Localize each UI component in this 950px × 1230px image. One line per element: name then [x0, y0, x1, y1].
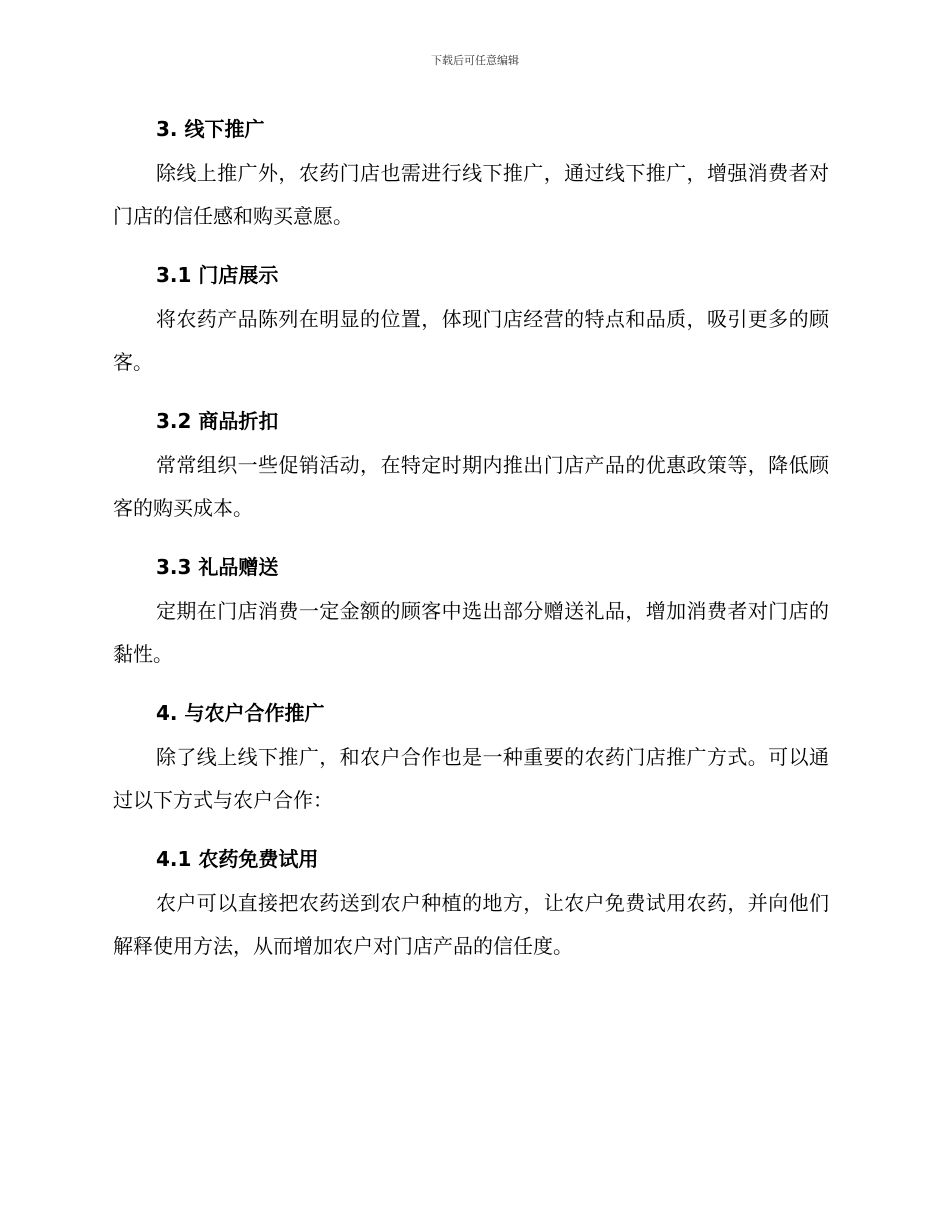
- section-heading-discount: 3.2 商品折扣: [156, 409, 279, 433]
- section-heading-store-display: 3.1 门店展示: [156, 263, 279, 287]
- section-heading-gifts: 3.3 礼品赠送: [156, 555, 279, 579]
- section-paragraph-gifts: 定期在门店消费一定金额的顾客中选出部分赠送礼品，增加消费者对门店的黏性。: [113, 599, 829, 666]
- section-paragraph-store-display: 将农药产品陈列在明显的位置，体现门店经营的特点和品质，吸引更多的顾客。: [113, 307, 829, 374]
- section-paragraph-discount: 常常组织一些促销活动，在特定时期内推出门店产品的优惠政策等，降低顾客的购买成本。: [113, 453, 829, 520]
- section-heading-farmer-cooperation: 4. 与农户合作推广: [156, 701, 325, 725]
- section-heading-offline-promotion: 3. 线下推广: [156, 117, 265, 141]
- section-paragraph-free-trial: 农户可以直接把农药送到农户种植的地方，让农户免费试用农药，并向他们解释使用方法，从而增加农户对门店产品的信任度。: [113, 891, 829, 958]
- document-body: [113, 106, 829, 982]
- section-paragraph-offline-promotion: 除线上推广外，农药门店也需进行线下推广，通过线下推广，增强消费者对门店的信任感和购买意愿。: [113, 161, 829, 228]
- page-header-note: 下载后可任意编辑: [431, 54, 519, 67]
- section-paragraph-farmer-cooperation: 除了线上线下推广，和农户合作也是一种重要的农药门店推广方式。可以通过以下方式与农户合作：: [113, 745, 829, 812]
- section-heading-free-trial: 4.1 农药免费试用: [156, 847, 319, 871]
